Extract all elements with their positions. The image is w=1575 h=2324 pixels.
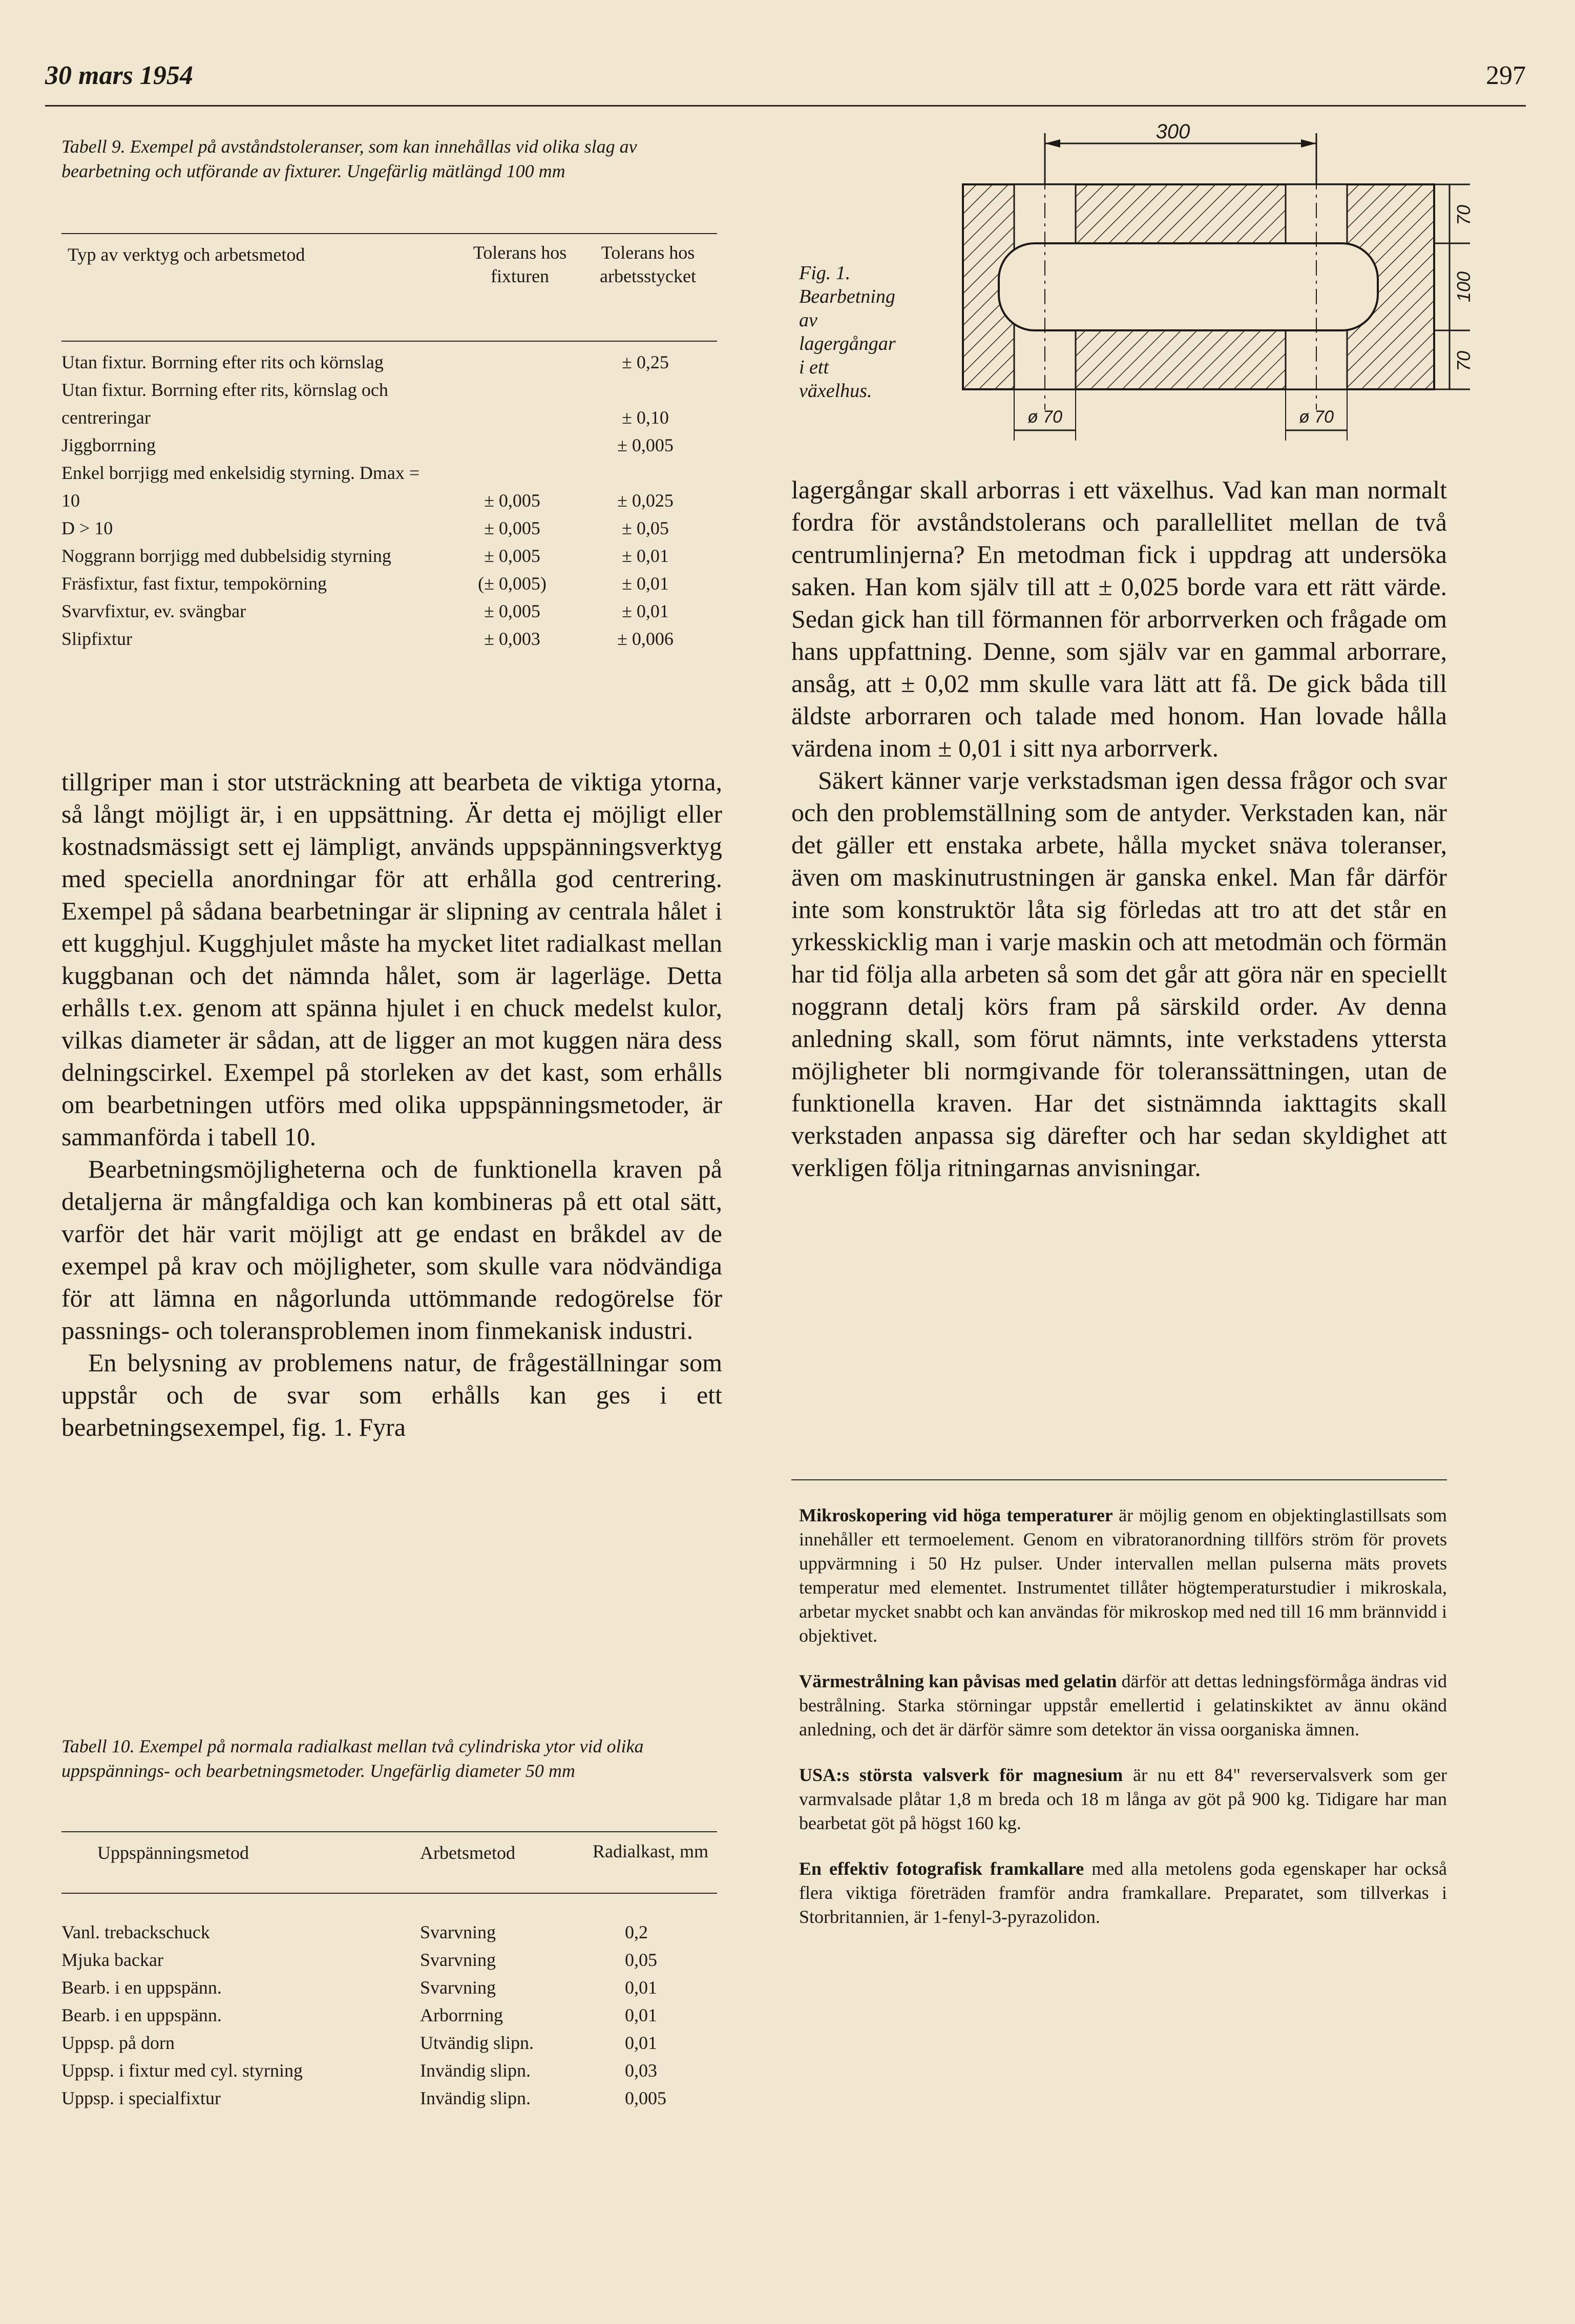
table10-row-method: Uppsp. i specialfixtur: [61, 2088, 221, 2108]
note-2: [799, 1669, 1447, 1742]
note-3: [799, 1763, 1447, 1835]
table9-row-label: D > 10: [61, 518, 113, 538]
table9-row-fixture: ± 0,005: [484, 490, 540, 511]
issue-date: 30 mars 1954: [45, 61, 193, 90]
table9-row-fixture: (± 0,005): [478, 573, 547, 594]
table9-row-fixture: ± 0,005: [484, 518, 540, 538]
table10-row: [61, 2084, 717, 2112]
table10-row: [61, 1974, 717, 2001]
table10-header-rule: [61, 1893, 717, 1894]
dim-right-label-2: 100: [1453, 271, 1474, 303]
note-2-title: Värmestrålning kan påvisas med gelatin: [799, 1671, 1117, 1691]
dim-top-label: 300: [1156, 123, 1190, 143]
table9-row-workpiece: ± 0,01: [622, 546, 669, 566]
table9-row: [61, 376, 717, 431]
notes-section: [799, 1503, 1447, 1951]
table9-col-workpiece: Tolerans hos arbetsstycket: [600, 242, 696, 286]
table9-caption: Tabell 9. Exempel på avståndstoleranser, som kan innehållas vid olika slag av bearbetning och utförande av fixturer. Ungefärlig mätlängd 100 mm: [61, 136, 637, 181]
table9-row-workpiece: ± 0,006: [617, 629, 674, 649]
table9-row-fixture: ± 0,005: [484, 546, 540, 566]
table10-row-method: Bearb. i en uppspänn.: [61, 2005, 222, 2025]
table9-col-fixture: Tolerans hos fixturen: [473, 242, 567, 286]
table9-row-label: Svarvfixtur, ev. svängbar: [61, 601, 246, 621]
table10-row-method: Vanl. trebackschuck: [61, 1922, 210, 1942]
table10-col-value: Radialkast, mm: [593, 1841, 708, 1861]
note-3-text: är nu ett 84" reverservalsverk som ger varmvalsade plåtar 1,8 m breda och 18 m långa av göt på 900 kg. Tidigare har man bearbetat göt på högst 160 kg.: [799, 1765, 1447, 1833]
table9-col-method: Typ av verktyg och arbetsmetod: [68, 244, 305, 265]
table10-row-value: 0,01: [625, 2033, 657, 2053]
table9-row-workpiece: ± 0,025: [617, 490, 674, 511]
table9-row: [61, 459, 717, 514]
table10-row-value: 0,05: [625, 1950, 657, 1970]
table9-row: [61, 542, 717, 570]
gear-housing-drawing: [958, 123, 1496, 451]
table10-row-work: Svarvning: [420, 1977, 496, 1998]
table9-body: [61, 348, 717, 653]
table9-row-label: Utan fixtur. Borrning efter rits och körnslag: [61, 352, 384, 372]
table9-row: [61, 625, 717, 653]
table10-top-rule: [61, 1831, 717, 1832]
notes-rule: [791, 1479, 1447, 1480]
note-4-title: En effektiv fotografisk framkallare: [799, 1858, 1084, 1879]
table9-row-workpiece: ± 0,005: [617, 435, 674, 455]
table9-row-workpiece: ± 0,05: [622, 518, 669, 538]
dim-top-arrow-left: [1045, 139, 1060, 148]
table10-row-value: 0,03: [625, 2060, 657, 2081]
table10-row-value: 0,01: [625, 1977, 657, 1998]
table9-row-label: Fräsfixtur, fast fixtur, tempokörning: [61, 573, 327, 594]
table10-row-work: Invändig slipn.: [420, 2060, 531, 2081]
note-1-text: är möjlig genom en objektinglastillsats som innehåller ett termoelement. Genom en vibratoranordning tillförs ström för provets uppvärmning i 50 Hz pulser. Under intervallen mellan pulserna mäts provets temperatur med elementet. Instrumentet tillåter högtemperaturstudier i mikroskala, arbetar mycket snabbt och kan användas för mikroskop med ned till 16 mm brännvidd i objektivet.: [799, 1505, 1447, 1646]
header-rule: [45, 105, 1526, 107]
cavity: [999, 243, 1378, 330]
table9-top-rule: [61, 233, 717, 234]
table9-row-workpiece: ± 0,01: [622, 573, 669, 594]
table10-row: [61, 1946, 717, 1974]
table10-row-method: Uppsp. i fixtur med cyl. styrning: [61, 2060, 303, 2081]
table10-caption: Tabell 10. Exempel på normala radialkast mellan två cylindriska ytor vid olika uppspännings- och bearbetningsmetoder. Ungefärlig diameter 50 mm: [61, 1736, 644, 1781]
table10-row-work: Arborrning: [420, 2005, 503, 2025]
dim-bottom-label-1: ø 70: [1027, 407, 1063, 427]
note-4-text: med alla metolens goda egenskaper har också flera viktiga företräden framför andra framkallare. Preparatet, som tillverkas i Storbritannien, är 1-fenyl-3-pyrazolidon.: [799, 1858, 1447, 1927]
dim-bottom-label-2: ø 70: [1298, 407, 1334, 427]
table9-row-workpiece: ± 0,01: [622, 601, 669, 621]
table9-row-workpiece: ± 0,10: [622, 407, 669, 428]
page-number: 297: [1486, 61, 1526, 90]
dim-right-label-3: 70: [1453, 350, 1474, 372]
figure-caption: Fig. 1. Bearbetning av lagergångar i ett växelhus.: [799, 262, 896, 402]
table9-row: [61, 348, 717, 376]
table9-row-fixture: ± 0,003: [484, 629, 540, 649]
table9-header-rule: [61, 341, 717, 342]
table9-row: [61, 570, 717, 597]
table10-col-work: Arbetsmetod: [420, 1843, 515, 1863]
table9-row-workpiece: ± 0,25: [622, 352, 669, 372]
note-3-title: USA:s största valsverk för magnesium: [799, 1765, 1123, 1785]
table10-row-work: Svarvning: [420, 1950, 496, 1970]
table10-row: [61, 1918, 717, 1946]
right-paragraph-1: lagergångar skall arborras i ett växelhus. Vad kan man normalt fordra för avståndstolerans och parallellitet mellan de två centrumlinjerna? En metodman fick i uppdrag att undersöka saken. Han kom själv till att ± 0,025 borde vara ett rätt värde. Sedan gick han till förmannen för arborrverken och frågade om hans uppfattning. Denne, som själv var en gammal arborrare, ansåg, att ± 0,02 mm skulle vara lätt att få. De gick båda till äldste arborraren och talade med honom. Han lovade hålla värdena inom ± 0,01 i sitt nya arborrverk.: [791, 475, 1447, 762]
left-paragraph-1: tillgriper man i stor utsträckning att bearbeta de viktiga ytorna, så långt möjligt är, i en uppsättning. Är detta ej möjligt eller kostnadsmässigt sett ej lämpligt, används uppspänningsverktyg med speciella anordningar för att erhålla god centrering. Exempel på sådana bearbetningar är slipning av centrala hålet i ett kugghjul. Kugghjulet måste ha mycket litet radialkast mellan kuggbanan och det nämnda hålet, som är lagerläge. Detta erhålls t.ex. genom att spänna hjulet i en chuck medelst kulor, vilkas diameter är sådan, att de ligger an mot kuggen nära dess delningscirkel. Exempel på storleken av det kast, som erhålls om bearbetningen utförs med olika uppspänningsmetoder, är sammanförda i tabell 10.: [61, 767, 722, 1151]
table9-row-label: Enkel borrjigg med enkelsidig styrning. Dmax = 10: [61, 463, 420, 511]
table10-row: [61, 2001, 717, 2029]
table9-row: [61, 431, 717, 459]
table10-row-value: 0,01: [625, 2005, 657, 2025]
note-2-text: därför att dettas ledningsförmåga ändras vid bestrålning. Starka störningar uppstår emellertid i gelatinskiktet av ännu okänd anledning, och det är därför sämre som detektor än vissa oorganiska ämnen.: [799, 1671, 1447, 1740]
table9-row-fixture: ± 0,005: [484, 601, 540, 621]
note-1: [799, 1503, 1447, 1648]
table9-row-label: Jiggborrning: [61, 435, 156, 455]
table9-row-label: Noggrann borrjigg med dubbelsidig styrning: [61, 546, 391, 566]
right-paragraph-2: Säkert känner varje verkstadsman igen dessa frågor och svar och den problemställning som de antyder. Verkstaden kan, när det gäller ett enstaka arbete, hålla mycket snäva toleranser, även om maskinutrustningen är ganska enkel. Man får därför inte som konstruktör låta sig förledas att tro att det står en yrkesskicklig man i varje maskin och att metodmän och förmän har tid följa alla arbeten så som det går att göra när en speciellt noggrann detalj körs fram på särskild order. Av denna anledning skall, som förut nämnts, inte verkstadens yttersta möjligheter bli normgivande för toleranssättningen, utan de funktionella kraven. Har det sistnämnda iakttagits skall verkstaden anpassa sig därefter och har sedan skyldighet att verkligen följa ritningarnas anvisningar.: [791, 766, 1447, 1182]
note-4: [799, 1857, 1447, 1929]
table10-row-work: Utvändig slipn.: [420, 2033, 534, 2053]
table9-row-label: Slipfixtur: [61, 629, 133, 649]
table10-row-value: 0,005: [625, 2088, 666, 2108]
table10-row: [61, 2057, 717, 2084]
table10-row-method: Mjuka backar: [61, 1950, 163, 1970]
table10-row-value: 0,2: [625, 1922, 648, 1942]
table10-row: [61, 2029, 717, 2057]
left-body: [61, 766, 722, 1443]
left-paragraph-3: En belysning av problemens natur, de frågeställningar som uppstår och de svar som erhålls kan ges i ett bearbetningsexempel, fig. 1. Fyra: [61, 1348, 722, 1441]
dim-right-label-1: 70: [1453, 204, 1474, 226]
table10-col-method: Uppspänningsmetod: [97, 1843, 249, 1863]
table10-row-method: Uppsp. på dorn: [61, 2033, 175, 2053]
right-body: [791, 474, 1447, 1184]
table9-row-label: Utan fixtur. Borrning efter rits, körnslag och centreringar: [61, 380, 388, 428]
table10-row-work: Svarvning: [420, 1922, 496, 1942]
table10-row-method: Bearb. i en uppspänn.: [61, 1977, 222, 1998]
table10-body: [61, 1918, 717, 2112]
table10-row-work: Invändig slipn.: [420, 2088, 531, 2108]
table9-row: [61, 597, 717, 625]
left-paragraph-2: Bearbetningsmöjligheterna och de funktionella kraven på detaljerna är mångfaldiga och kan kombineras på ett otal sätt, varför det här varit möjligt att ge endast en bråkdel av de exempel på krav och möjligheter, som skulle vara nödvändiga för att lämna en någorlunda uttömmande redogörelse för passnings- och toleransproblemen inom finmekanisk industri.: [61, 1155, 722, 1345]
table9-row: [61, 514, 717, 542]
dim-top-arrow-right: [1301, 139, 1316, 148]
note-1-title: Mikroskopering vid höga temperaturer: [799, 1505, 1113, 1525]
